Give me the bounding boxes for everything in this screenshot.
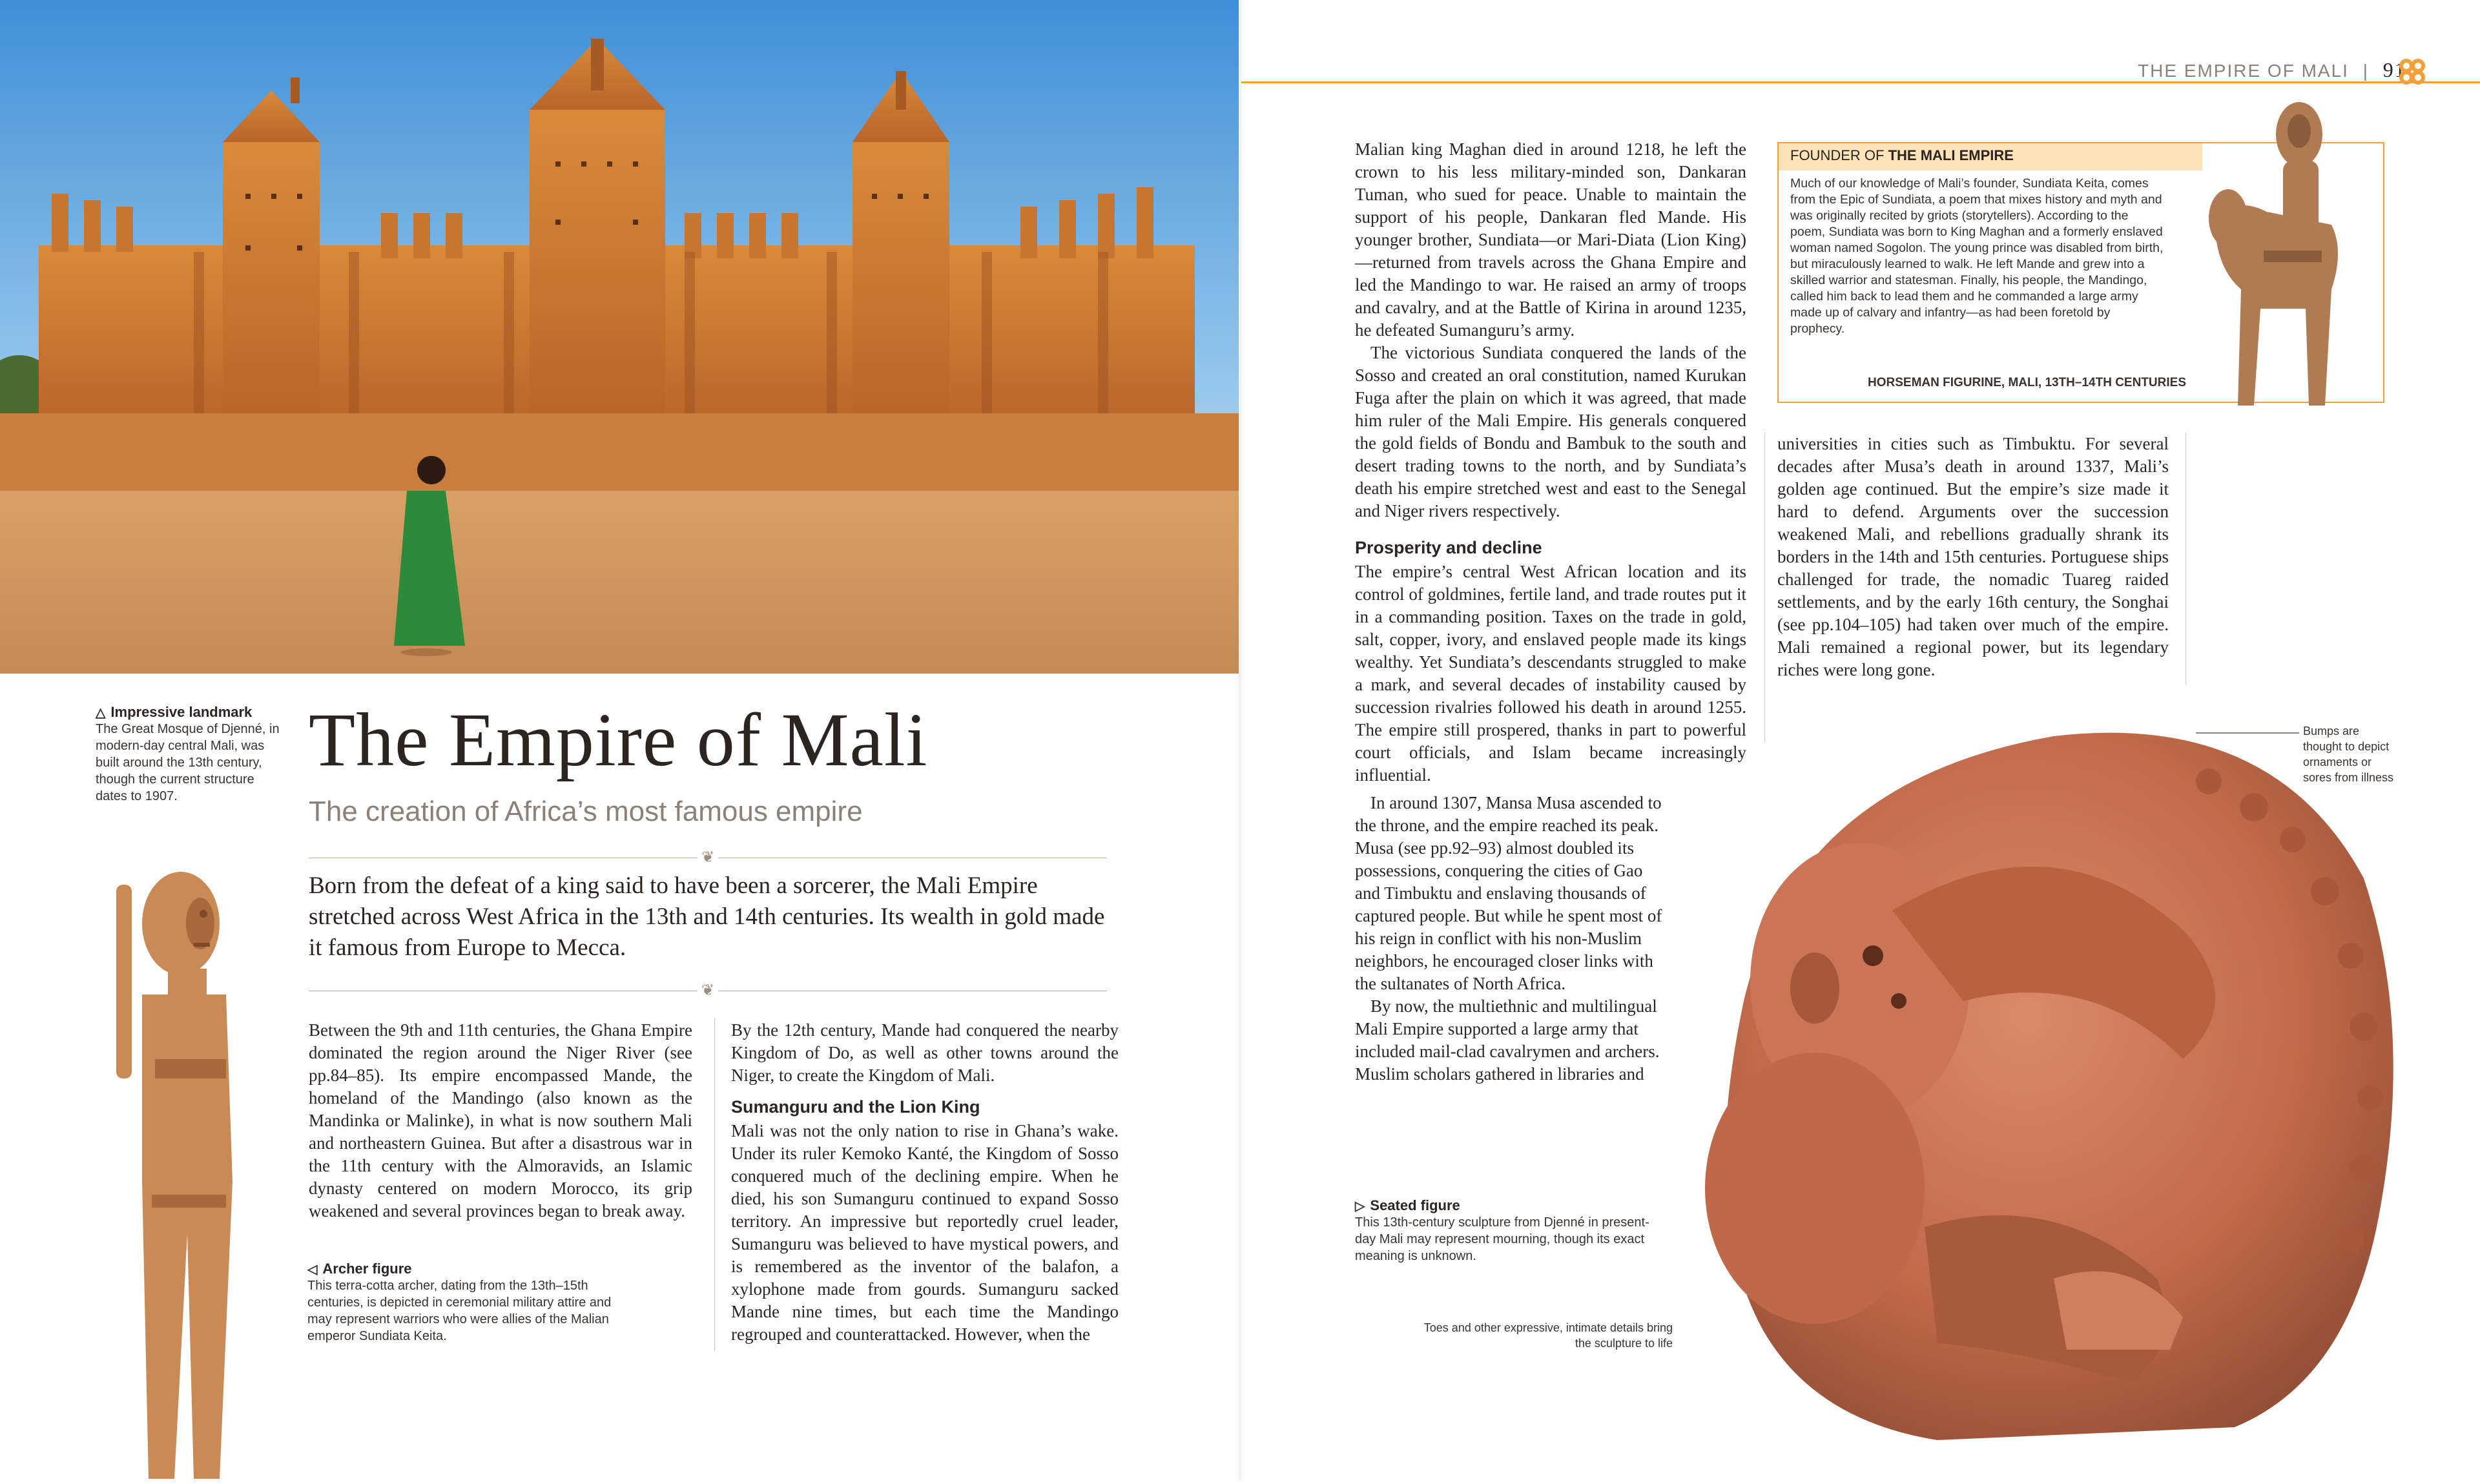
body-paragraph: universities in cities such as Timbuktu. For several decades after Musa’s death in around 1337, Mali’s golden age continued. But the empire’s size made it hard to defend. Arguments over the succession weakened Mali, and rebellions gradually shrank its borders in the 14th and 15th centuries. Portuguese ships challenged for trade, the nomadic Tuareg raided settlements, and by the early 16th century, the Songhai (see pp.104–105) had taken over much of the empire. Mali remained a regional power, but its legendary riches were long gone. (1777, 434, 2169, 679)
intro-paragraph: Born from the defeat of a king said to have been a sorcerer, the Mali Empire stretched across West Africa in the 13th and 14th centuries. Its wealth in gold made it famous from Europe to Mecca. (309, 872, 1105, 961)
page-subtitle: The creation of Africa’s most famous empire (309, 796, 863, 827)
seated-caption-text: This 13th-century sculpture from Djenné in present-day Mali may represent mourning, though its exact meaning is unknown. (1355, 1215, 1649, 1263)
sidebar-text: Much of our knowledge of Mali’s founder, Sundiata Keita, comes from the Epic of Sundiata, a poem that mixes history and myth and was originally recited by griots (storytellers). According to the poem, Sundiata was born to King Maghan and a formerly enslaved woman named Sogolon. The young prince was disabled from birth, but miraculously learned to walk. He left Mande and grew into a skilled warrior and statesman. Finally, his people, the Mandingo, called him back to lead them and he commanded a large army made up of calvary and infantry—as had been foretold by prophecy. (1790, 176, 2164, 336)
running-head-separator: | (2362, 61, 2369, 81)
toes-annotation: Toes and other expressive, intimate details bring the sculpture to life (1423, 1321, 1673, 1350)
sidebar-label-prefix: FOUNDER OF (1790, 147, 1885, 163)
archer-figure-image (97, 846, 297, 1479)
seated-figure-image (1602, 697, 2435, 1481)
sidebar-label-bold: THE MALI EMPIRE (1888, 147, 2014, 163)
annotation-leader-line (2196, 732, 2299, 734)
column-divider (1764, 433, 1765, 743)
triangle-right-icon: ▷ (1355, 1199, 1365, 1213)
running-head (2138, 58, 2406, 82)
body-paragraph: By the 12th century, Mande had conquered the nearby Kingdom of Do, as well as other towns around the Niger, to create the Kingdom of Mali. (731, 1020, 1119, 1085)
body-paragraph: Malian king Maghan died in around 1218, he left the crown to his less military-minded son, Dankaran Tuman, who sued for peace. Unable to maintain the support of his people, Dankaran fled Mande. His younger brother, Sundiata—or Mari-Diata (Lion King)—returned from travels across the Ghana Empire and led the Mandingo to war. He raised an army of troops and cavalry, and at the Battle of Kirina in around 1235, he defeated Sumanguru’s army. (1355, 139, 1746, 340)
knot-ornament-icon: ❦ (701, 849, 715, 866)
mosque-photo (0, 0, 1240, 674)
ornament-rule (309, 983, 1107, 998)
triangle-up-icon: △ (96, 706, 106, 720)
body-paragraph: In around 1307, Mansa Musa ascended to the throne, and the empire reached its peak. Musa (see pp.92–93) almost doubled its possessions, conquering the cities of Gao and Timbuktu and enslaving thousands of captured people. But while he spent most of his reign in conflict with his non-Muslim neighbors, he encouraged closer links with the sultanates of North Africa. (1355, 793, 1662, 993)
page-number: 91 (2382, 58, 2406, 81)
body-column-4 (1777, 433, 2169, 681)
triangle-left-icon: ◁ (307, 1262, 318, 1277)
seated-caption-heading: Seated figure (1370, 1197, 1460, 1213)
archer-caption-heading: Archer figure (322, 1261, 412, 1277)
body-column-2 (731, 1019, 1119, 1346)
landmark-caption (96, 704, 289, 805)
column-divider (714, 1018, 715, 1351)
section-heading: Prosperity and decline (1355, 538, 1542, 557)
body-paragraph: The empire’s central West African location and its control of goldmines, fertile land, and trade routes put it in a commanding position. Taxes on the trade in gold, salt, copper, ivory, and enslaved people made its kings wealthy. Yet Sundiata’s descendants struggled to make a mark, and several decades of instability caused by succession rivalries followed his death in around 1255. The empire still prospered, thanks in part to powerful court officials, and Islam became increasingly influential. (1355, 562, 1746, 785)
bumps-annotation: Bumps are thought to depict ornaments or sores from illness (2303, 725, 2394, 784)
page-title: The Empire of Mali (309, 697, 928, 782)
horseman-figurine-image (2202, 96, 2351, 412)
running-head-title: THE EMPIRE OF MALI (2138, 61, 2349, 81)
body-paragraph: Mali was not the only nation to rise in Ghana’s wake. Under its ruler Kemoko Kanté, the Kingdom of Sosso conquered much of the declining empire. When he died, his son Sumanguru continued to expand Sosso territory. An impressive but reportedly cruel leader, Sumanguru was believed to have mystical powers, and is remembered as the inventor of the balafon, a xylophone made from gourds. Sumanguru sacked Mande nine times, but each time the Mandingo regrouped and counterattacked. However, when the (731, 1121, 1119, 1344)
body-column-3 (1355, 138, 1746, 787)
knot-ornament-icon: ❦ (701, 982, 715, 999)
landmark-caption-heading: Impressive landmark (110, 704, 253, 720)
archer-caption (307, 1261, 630, 1345)
body-paragraph: Between the 9th and 11th centuries, the Ghana Empire dominated the region around the Niger River (see pp.84–85). Its empire encompassed Mande, the homeland of the Mandingo (also known as the Mandinka or Malinke), in what is now southern Mali and northeastern Guinea. But after a disastrous war in the 11th century with the Almoravids, an Islamic dynasty centered on modern Morocco, its grip weakened and several provinces began to break away. (309, 1020, 692, 1221)
body-column-1 (309, 1019, 692, 1222)
body-paragraph: By now, the multiethnic and multilingual Mali Empire supported a large army that included mail-clad cavalrymen and archers. Muslim scholars gathered in libraries and (1355, 996, 1660, 1084)
ornament-rule (309, 850, 1107, 865)
section-heading: Sumanguru and the Lion King (731, 1097, 980, 1117)
page-spine (1239, 0, 1241, 1481)
sidebar-figure-caption: HORSEMAN FIGURINE, MALI, 13TH–14TH CENTURIES (1868, 376, 2186, 389)
archer-caption-text: This terra-cotta archer, dating from the 13th–15th centuries, is depicted in ceremonial military attire and may represent warriors who were allies of the Malian emperor Sundiata Keita. (307, 1279, 612, 1343)
landmark-caption-text: The Great Mosque of Djenné, in modern-day central Mali, was built around the 13th century, though the current structure dates to 1907. (96, 722, 280, 803)
knot-ornament-icon (2397, 57, 2427, 87)
seated-caption (1355, 1197, 1665, 1264)
body-paragraph: The victorious Sundiata conquered the lands of the Sosso and created an oral constitution, named Kurukan Fuga after the plain on which it was agreed, that made him ruler of the Mali Empire. His generals conquered the gold fields of Bondu and Bambuk to the south and desert trading towns to the north, and by Sundiata’s death his empire stretched west and east to the Senegal and Niger rivers respectively. (1355, 343, 1746, 520)
sidebar-label (1779, 143, 2202, 170)
